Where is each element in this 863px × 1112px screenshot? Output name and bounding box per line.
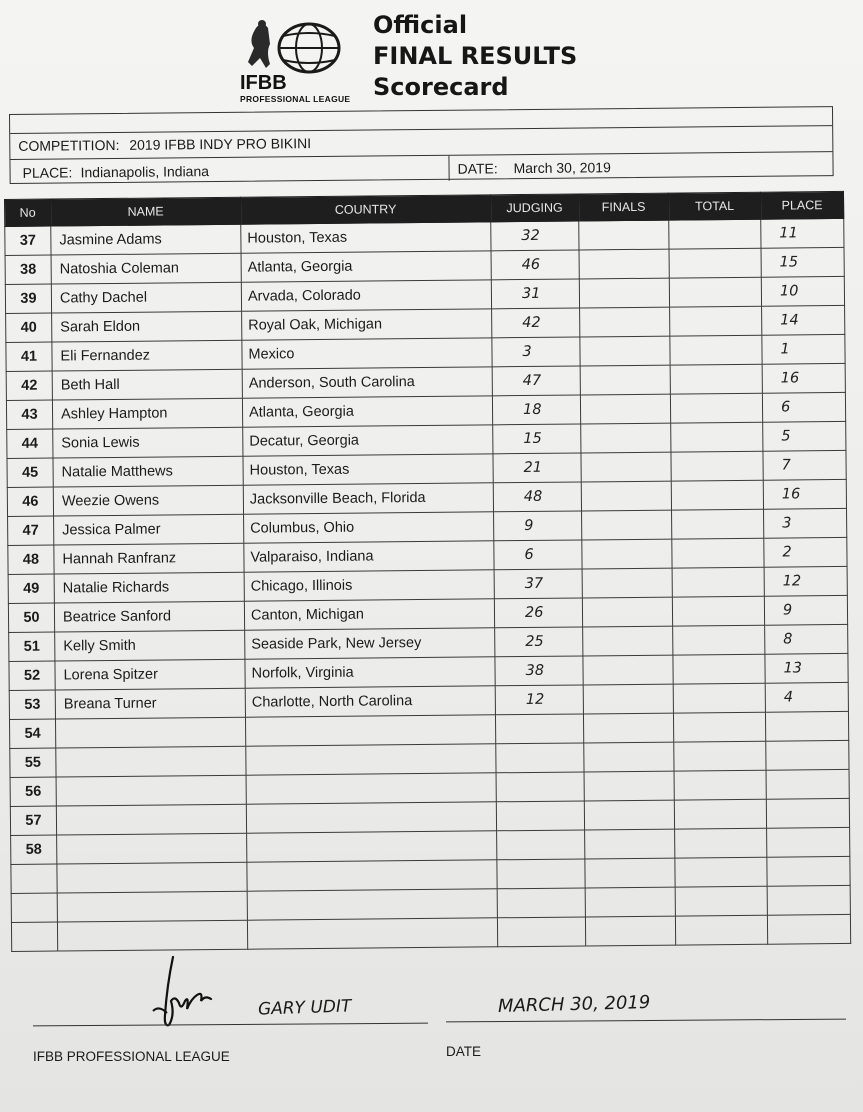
place-value: Indianapolis, Indiana — [80, 163, 210, 181]
cell-total — [670, 393, 762, 423]
cell-name: Jessica Palmer — [54, 514, 244, 545]
cell-place: 6 — [762, 392, 845, 422]
cell-finals — [580, 365, 670, 395]
cell-name — [56, 775, 246, 806]
cell-no: 39 — [5, 284, 51, 313]
cell-finals — [585, 858, 675, 888]
cell-place: 10 — [761, 276, 844, 306]
cell-total — [671, 422, 763, 452]
cell-no: 56 — [10, 777, 56, 806]
cell-country: Valparaiso, Indiana — [244, 541, 494, 572]
cell-total — [670, 364, 762, 394]
cell-finals — [583, 713, 673, 743]
cell-judging — [496, 801, 584, 831]
cell-no: 43 — [6, 400, 52, 429]
cell-no: 54 — [9, 719, 55, 748]
date-divider — [448, 156, 449, 181]
cell-country: Columbus, Ohio — [244, 512, 494, 543]
cell-total — [669, 219, 761, 249]
cell-judging: 25 — [495, 627, 583, 657]
cell-judging: 48 — [493, 482, 581, 512]
cell-judging: 18 — [492, 395, 580, 425]
signer-label: IFBB PROFESSIONAL LEAGUE — [33, 1049, 230, 1064]
cell-total — [669, 248, 761, 278]
page-title — [373, 10, 577, 103]
cell-finals — [579, 220, 669, 250]
cell-place: 3 — [764, 508, 847, 538]
cell-total — [669, 277, 761, 307]
results-table-body — [5, 218, 851, 951]
cell-total — [675, 828, 767, 858]
signer-name-handwritten: GARY UDIT — [257, 996, 352, 1020]
cell-judging — [496, 743, 584, 773]
cell-judging: 3 — [492, 337, 580, 367]
cell-finals — [580, 307, 670, 337]
cell-finals — [584, 742, 674, 772]
date-label-footer: DATE — [446, 1044, 482, 1059]
cell-place: 8 — [765, 624, 848, 654]
cell-no: 42 — [6, 371, 52, 400]
cell-place: 13 — [765, 653, 848, 683]
cell-judging: 37 — [494, 569, 582, 599]
cell-no: 45 — [7, 458, 53, 487]
cell-place — [767, 827, 850, 857]
cell-judging: 46 — [491, 250, 579, 280]
cell-place — [766, 740, 849, 770]
date-value: March 30, 2019 — [513, 159, 611, 177]
cell-place: 4 — [765, 682, 848, 712]
cell-name — [56, 746, 246, 777]
cell-no: 49 — [8, 574, 54, 603]
cell-place: 16 — [762, 363, 845, 393]
cell-total — [670, 306, 762, 336]
cell-country: Atlanta, Georgia — [241, 251, 491, 282]
cell-judging: 15 — [493, 424, 581, 454]
cell-total — [672, 509, 764, 539]
cell-finals — [583, 655, 673, 685]
cell-finals — [579, 249, 669, 279]
cell-total — [673, 654, 765, 684]
cell-no: 52 — [9, 661, 55, 690]
results-table-wrap — [4, 191, 850, 945]
cell-name: Beth Hall — [52, 369, 242, 400]
cell-judging: 12 — [495, 685, 583, 715]
cell-name — [57, 833, 247, 864]
cell-country — [246, 802, 496, 833]
title-line-3: Scorecard — [373, 73, 509, 101]
cell-judging — [497, 830, 585, 860]
cell-country — [247, 889, 497, 920]
competition-label: COMPETITION: — [18, 136, 120, 154]
cell-name: Jasmine Adams — [51, 224, 241, 255]
cell-total — [672, 596, 764, 626]
cell-judging: 9 — [494, 511, 582, 541]
cell-total — [674, 770, 766, 800]
cell-country — [247, 860, 497, 891]
cell-name: Beatrice Sanford — [54, 601, 244, 632]
cell-name: Hannah Ranfranz — [54, 543, 244, 574]
cell-country: Houston, Texas — [243, 454, 493, 485]
cell-total — [672, 538, 764, 568]
cell-total — [675, 915, 767, 945]
cell-finals — [584, 771, 674, 801]
cell-place: 14 — [762, 305, 845, 335]
cell-no — [11, 864, 57, 893]
cell-finals — [581, 481, 671, 511]
cell-name — [57, 862, 247, 893]
logo-subtitle: PROFESSIONAL LEAGUE — [240, 94, 351, 104]
cell-place: 9 — [764, 595, 847, 625]
cell-country: Decatur, Georgia — [243, 425, 493, 456]
cell-place — [767, 856, 850, 886]
cell-total — [674, 741, 766, 771]
cell-judging: 31 — [491, 279, 579, 309]
cell-judging: 42 — [492, 308, 580, 338]
col-header-total: TOTAL — [668, 192, 760, 220]
cell-judging: 26 — [494, 598, 582, 628]
cell-no: 41 — [6, 342, 52, 371]
cell-judging — [496, 772, 584, 802]
cell-name: Ashley Hampton — [52, 398, 242, 429]
cell-finals — [582, 568, 672, 598]
cell-no — [11, 922, 57, 951]
col-header-country: COUNTRY — [240, 195, 490, 224]
logo-wordmark: IFBB — [240, 72, 287, 94]
results-table — [4, 191, 851, 952]
cell-country: Jacksonville Beach, Florida — [243, 483, 493, 514]
cell-name: Sonia Lewis — [53, 427, 243, 458]
cell-country — [246, 773, 496, 804]
cell-no: 53 — [9, 690, 55, 719]
cell-total — [672, 567, 764, 597]
cell-judging — [497, 859, 585, 889]
cell-place: 16 — [763, 479, 846, 509]
cell-name: Natoshia Coleman — [51, 253, 241, 284]
cell-total — [674, 799, 766, 829]
cell-finals — [582, 510, 672, 540]
cell-name — [57, 891, 247, 922]
cell-name: Breana Turner — [55, 688, 245, 719]
cell-finals — [580, 336, 670, 366]
cell-finals — [583, 684, 673, 714]
cell-country: Canton, Michigan — [244, 599, 494, 630]
cell-country: Mexico — [242, 338, 492, 369]
cell-name — [57, 920, 247, 951]
cell-no — [11, 893, 57, 922]
cell-place: 5 — [763, 421, 846, 451]
col-header-finals: FINALS — [578, 193, 668, 221]
cell-no: 47 — [8, 516, 54, 545]
cell-name — [56, 804, 246, 835]
cell-place — [766, 769, 849, 799]
cell-no: 58 — [11, 835, 57, 864]
competition-info-box — [9, 106, 834, 184]
cell-judging — [497, 888, 585, 918]
cell-place — [767, 914, 850, 944]
cell-judging — [495, 714, 583, 744]
cell-place: 12 — [764, 566, 847, 596]
cell-country — [247, 831, 497, 862]
cell-finals — [585, 887, 675, 917]
cell-place — [767, 885, 850, 915]
cell-name: Cathy Dachel — [51, 282, 241, 313]
cell-finals — [581, 452, 671, 482]
date-label: DATE: — [457, 160, 498, 177]
cell-total — [671, 480, 763, 510]
cell-finals — [581, 423, 671, 453]
cell-no: 57 — [10, 806, 56, 835]
cell-no: 46 — [7, 487, 53, 516]
cell-judging — [497, 917, 585, 947]
cell-finals — [582, 597, 672, 627]
cell-country: Norfolk, Virginia — [245, 657, 495, 688]
col-header-name: NAME — [51, 197, 241, 226]
cell-place — [766, 798, 849, 828]
cell-country — [246, 744, 496, 775]
date-line — [446, 1019, 846, 1023]
cell-place: 15 — [761, 247, 844, 277]
cell-name: Eli Fernandez — [52, 340, 242, 371]
cell-judging: 32 — [491, 221, 579, 251]
cell-no: 48 — [8, 545, 54, 574]
place-label: PLACE: — [22, 164, 73, 181]
cell-no: 44 — [7, 429, 53, 458]
cell-total — [673, 683, 765, 713]
cell-judging: 47 — [492, 366, 580, 396]
cell-place: 2 — [764, 537, 847, 567]
cell-place: 7 — [763, 450, 846, 480]
col-header-judging: JUDGING — [490, 194, 578, 222]
cell-finals — [585, 829, 675, 859]
cell-finals — [582, 539, 672, 569]
cell-country: Royal Oak, Michigan — [242, 309, 492, 340]
cell-country — [247, 918, 497, 949]
cell-country — [245, 715, 495, 746]
cell-no: 50 — [8, 603, 54, 632]
cell-name: Natalie Richards — [54, 572, 244, 603]
cell-judging: 38 — [495, 656, 583, 686]
cell-country: Charlotte, North Carolina — [245, 686, 495, 717]
title-line-2: FINAL RESULTS — [373, 42, 578, 70]
cell-total — [675, 886, 767, 916]
cell-no: 55 — [10, 748, 56, 777]
cell-place — [765, 711, 848, 741]
cell-total — [671, 451, 763, 481]
cell-name: Lorena Spitzer — [55, 659, 245, 690]
cell-no: 37 — [5, 226, 51, 255]
col-header-no: No — [5, 199, 51, 226]
cell-total — [673, 625, 765, 655]
cell-country: Chicago, Illinois — [244, 570, 494, 601]
cell-finals — [580, 394, 670, 424]
cell-name — [55, 717, 245, 748]
cell-country: Anderson, South Carolina — [242, 367, 492, 398]
cell-place: 1 — [762, 334, 845, 364]
date-handwritten: MARCH 30, 2019 — [497, 992, 651, 1017]
cell-country: Seaside Park, New Jersey — [245, 628, 495, 659]
cell-no: 51 — [9, 632, 55, 661]
cell-finals — [583, 626, 673, 656]
cell-country: Atlanta, Georgia — [242, 396, 492, 427]
cell-name: Kelly Smith — [55, 630, 245, 661]
cell-judging: 6 — [494, 540, 582, 570]
cell-finals — [579, 278, 669, 308]
cell-total — [673, 712, 765, 742]
col-header-place: PLACE — [760, 191, 843, 219]
cell-place: 11 — [761, 218, 844, 248]
cell-country: Houston, Texas — [241, 222, 491, 253]
cell-judging: 21 — [493, 453, 581, 483]
cell-name: Natalie Matthews — [53, 456, 243, 487]
cell-name: Sarah Eldon — [52, 311, 242, 342]
cell-country: Arvada, Colorado — [241, 280, 491, 311]
cell-name: Weezie Owens — [53, 485, 243, 516]
cell-no: 38 — [5, 255, 51, 284]
cell-total — [675, 857, 767, 887]
cell-total — [670, 335, 762, 365]
cell-finals — [584, 800, 674, 830]
cell-finals — [585, 916, 675, 946]
cell-no: 40 — [6, 313, 52, 342]
competition-value: 2019 IFBB INDY PRO BIKINI — [129, 135, 312, 153]
title-line-1: Official — [373, 11, 468, 39]
